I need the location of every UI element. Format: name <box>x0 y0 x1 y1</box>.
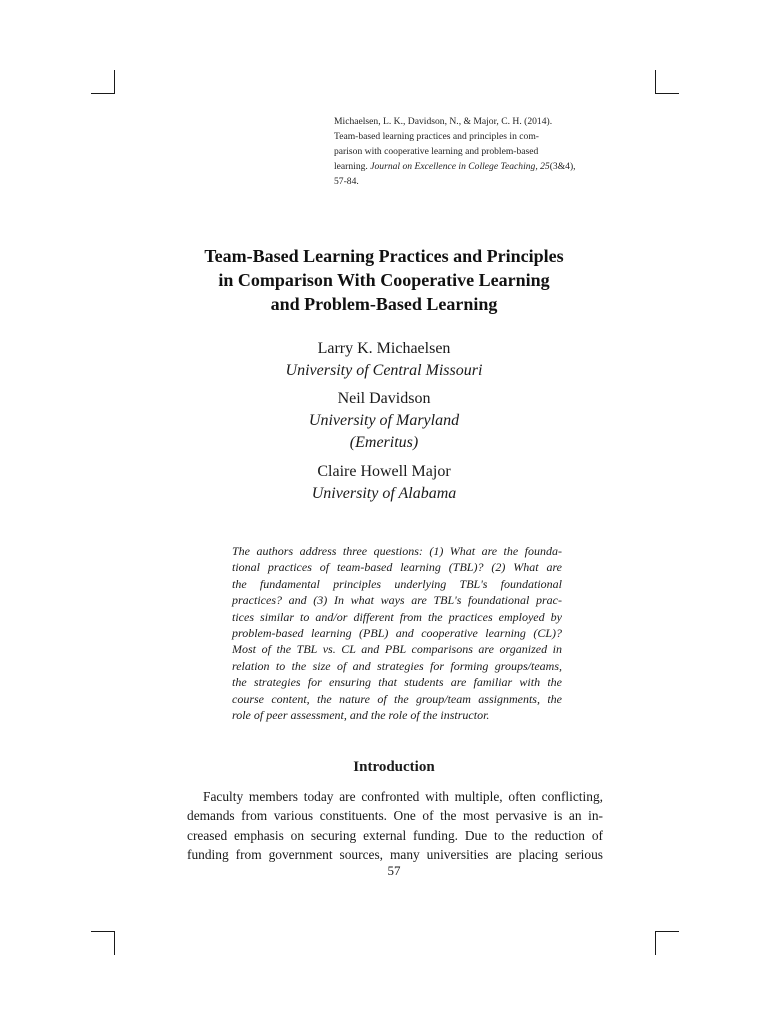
body-paragraph <box>187 787 603 864</box>
author-affiliation: University of Alabama <box>311 485 457 502</box>
body-line: funding from government sources, many universities are placing serious <box>187 846 603 862</box>
body-line: creased emphasis on securing external funding. Due to the reduction of <box>187 827 603 843</box>
abstract-line: The authors address three questions: (1) What are the founda- <box>232 544 562 558</box>
title-line: and Problem-Based Learning <box>270 294 498 314</box>
abstract-line: problem-based learning (PBL) and cooperative learning (CL)? <box>232 626 562 641</box>
citation-text: (3&4), <box>549 161 576 172</box>
abstract-line: the fundamental principles underlying TBL's foundational <box>232 576 562 591</box>
section-heading: Introduction <box>353 759 435 775</box>
abstract-line: tional practices of team-based learning (TBL)? (2) What are <box>232 560 562 575</box>
citation-block <box>334 114 604 189</box>
paper-title <box>0 244 768 316</box>
crop-mark-bottom-right <box>655 931 679 932</box>
author-block <box>0 338 768 382</box>
author-name: Larry K. Michaelsen <box>317 340 451 357</box>
citation-line: 57-84. <box>334 176 359 187</box>
crop-mark-bottom-right <box>655 931 656 955</box>
journal-name: Journal on Excellence in College Teaching, 25 <box>370 161 550 172</box>
abstract-line: practices? and (3) In what ways are TBL's foundational prac- <box>232 593 562 608</box>
abstract-line: role of peer assessment, and the role of the instructor. <box>232 708 490 723</box>
crop-mark-bottom-left <box>91 931 115 932</box>
abstract <box>232 543 562 723</box>
citation-text: learning. <box>334 161 371 172</box>
crop-mark-top-left <box>91 93 115 94</box>
author-block <box>0 388 768 454</box>
crop-mark-top-right <box>655 93 679 94</box>
body-line: Faculty members today are confronted with multiple, often conflicting, <box>203 789 603 804</box>
crop-mark-top-left <box>114 70 115 94</box>
author-affiliation: University of Maryland <box>308 412 460 429</box>
crop-mark-bottom-left <box>114 931 115 955</box>
abstract-line: Most of the TBL vs. CL and PBL comparisons are organized in <box>232 642 562 657</box>
abstract-line: the strategies for ensuring that students are familiar with the <box>232 675 562 690</box>
abstract-line: tices similar to and/or different from the practices employed by <box>232 609 562 624</box>
abstract-line: course content, the nature of the group/team assignments, the <box>232 691 562 706</box>
citation-line: Michaelsen, L. K., Davidson, N., & Major, C. H. (2014). <box>334 116 553 127</box>
crop-mark-top-right <box>655 70 656 94</box>
body-line: demands from various constituents. One of the most pervasive is an in- <box>187 808 603 824</box>
author-affiliation-note: (Emeritus) <box>349 434 419 451</box>
abstract-line: relation to the size of and strategies for forming groups/teams, <box>232 658 562 673</box>
title-line: Team-Based Learning Practices and Principles <box>204 246 564 266</box>
author-affiliation: University of Central Missouri <box>285 362 483 379</box>
author-name: Neil Davidson <box>337 390 431 407</box>
author-name: Claire Howell Major <box>317 463 451 480</box>
author-block <box>0 461 768 505</box>
page-number: 57 <box>387 863 401 878</box>
citation-line: Team-based learning practices and principles in com- <box>334 131 539 142</box>
citation-line: parison with cooperative learning and problem-based <box>334 146 539 157</box>
citation-line <box>334 159 604 174</box>
title-line: in Comparison With Cooperative Learning <box>218 270 550 290</box>
